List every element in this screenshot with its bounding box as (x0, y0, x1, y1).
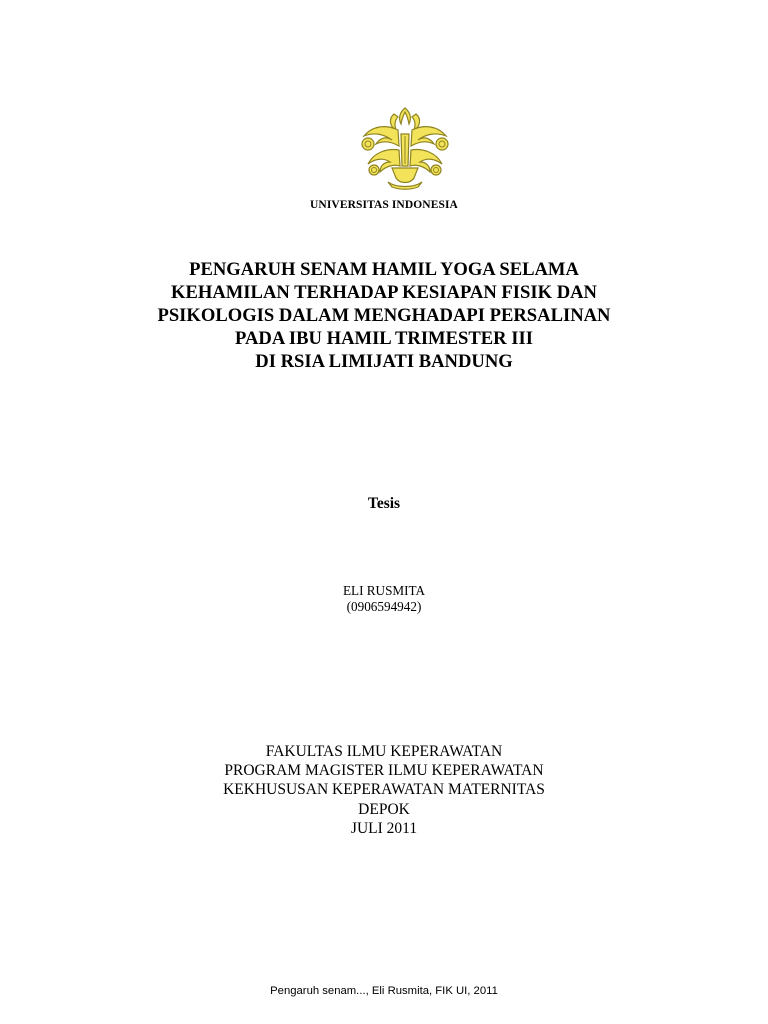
university-name: UNIVERSITAS INDONESIA (310, 199, 458, 211)
thesis-title (0, 258, 768, 373)
author-block (0, 583, 768, 615)
program-name: PROGRAM MAGISTER ILMU KEPERAWATAN (224, 762, 544, 780)
page-footer: Pengaruh senam..., Eli Rusmita, FIK UI, 2011 (270, 985, 498, 997)
date-text: JULI 2011 (350, 819, 418, 837)
title-line: KEHAMILAN TERHADAP KESIAPAN FISIK DAN (171, 282, 597, 303)
faculty-name: FAKULTAS ILMU KEPERAWATAN (265, 743, 503, 760)
title-line: PENGARUH SENAM HAMIL YOGA SELAMA (189, 259, 579, 280)
city-name: DEPOK (358, 800, 410, 818)
student-id: (0906594942) (346, 599, 422, 614)
title-line: PSIKOLOGIS DALAM MENGHADAPI PERSALINAN (157, 305, 611, 326)
specialization-name: KEKHUSUSAN KEPERAWATAN MATERNITAS (223, 781, 545, 799)
title-line: PADA IBU HAMIL TRIMESTER III (235, 328, 533, 349)
title-line: DI RSIA LIMIJATI BANDUNG (255, 351, 513, 372)
institution-block (0, 742, 768, 838)
university-logo-icon (354, 104, 456, 190)
author-name: ELI RUSMITA (342, 583, 426, 598)
document-type: Tesis (367, 495, 401, 512)
